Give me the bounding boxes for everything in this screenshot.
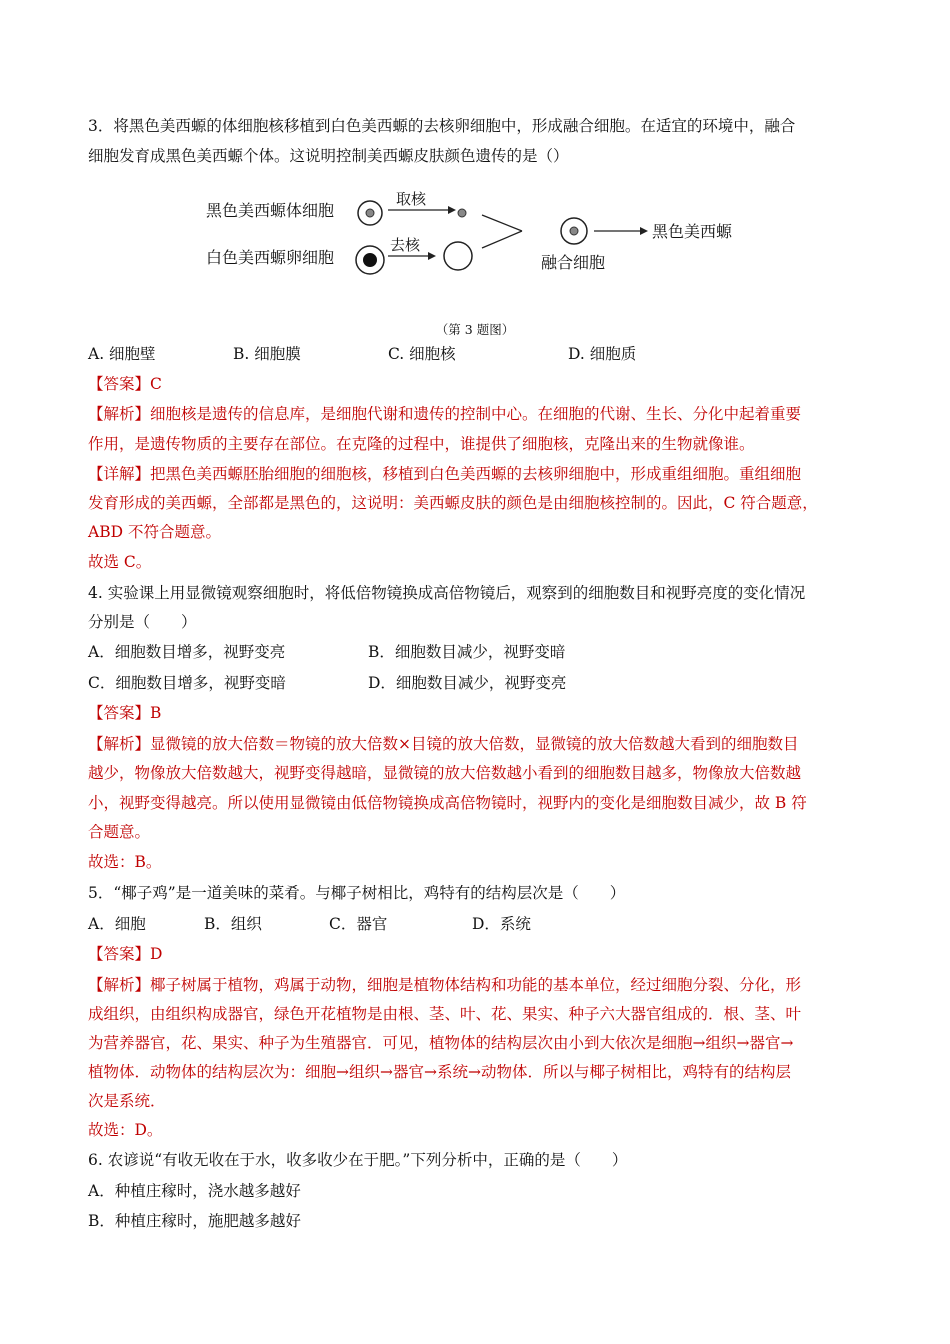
q4-option-b: B．细胞数目减少，视野变暗: [368, 643, 566, 661]
q5-analysis-line-2: 成组织，由组织构成器官，绿色开花植物是由根、茎、叶、花、果实、种子六大器官组成的．根、茎、叶: [88, 1005, 802, 1023]
q3-detail-line-2: 发育形成的美西螈，全部都是黑色的，这说明：美西螈皮肤的颜色是由细胞核控制的。因此，C 符合题意，: [88, 494, 818, 512]
q5-option-d: D．系统: [472, 915, 531, 933]
arrowhead: [640, 227, 648, 235]
q4-analysis-line-4: 合题意。: [88, 823, 151, 841]
q5-analysis-line-1: 【解析】椰子树属于植物，鸡属于动物，细胞是植物体结构和功能的基本单位，经过细胞分裂、分化，形: [88, 976, 802, 994]
q3-choose: 故选 C。: [88, 553, 152, 571]
label-black-cell: 黑色美西螈体细胞: [206, 201, 335, 220]
q5-option-a: A．细胞: [88, 915, 146, 933]
merge-line-bottom: [482, 231, 522, 248]
fused-cell-nucleus: [570, 227, 578, 235]
q3-stem-line-1: 3．将黑色美西螈的体细胞核移植到白色美西螈的去核卵细胞中，形成融合细胞。在适宜的环境中，融合: [88, 117, 796, 135]
black-body-cell-nucleus: [366, 209, 374, 217]
q3-option-a: A. 细胞壁: [88, 345, 156, 363]
q3-option-d: D. 细胞质: [568, 345, 637, 363]
arrowhead: [448, 206, 456, 214]
q3-detail-line-1: 【详解】把黑色美西螈胚胎细胞的细胞核，移植到白色美西螈的去核卵细胞中，形成重组细胞。重组细胞: [88, 465, 802, 483]
q5-choose: 故选：D。: [88, 1121, 163, 1139]
label-take-nucleus: 取核: [396, 190, 427, 208]
q4-option-d: D．细胞数目减少，视野变亮: [368, 674, 567, 692]
q6-stem: 6. 农谚说“有收无收在于水，收多收少在于肥。”下列分析中，正确的是（ ）: [88, 1151, 628, 1169]
q3-analysis-line-2: 作用，是遗传物质的主要存在部位。在克隆的过程中，谁提供了细胞核，克隆出来的生物就像谁。: [88, 435, 755, 453]
q4-stem-line-2: 分别是（ ）: [88, 613, 197, 631]
enucleated-egg-cell: [444, 242, 472, 270]
q5-analysis-line-5: 次是系统．: [88, 1092, 166, 1110]
merge-line-top: [482, 215, 522, 231]
arrowhead: [428, 252, 436, 260]
q4-answer: 【答案】B: [88, 704, 162, 722]
q5-analysis-line-4: 植物体．动物体的结构层次为：细胞→组织→器官→系统→动物体．所以与椰子树相比，鸡特有的结构层: [88, 1063, 791, 1081]
q4-option-a: A．细胞数目增多，视野变亮: [88, 643, 286, 661]
label-result: 黑色美西螈: [652, 222, 733, 241]
q5-analysis-line-3: 为营养器官，花、果实、种子为生殖器官．可见，植物体的结构层次由小到大依次是细胞→组织→器官→: [88, 1034, 794, 1052]
q4-analysis-line-3: 小，视野变得越亮。所以使用显微镜由低倍物镜换成高倍物镜时，视野内的变化是细胞数目减少，故 B 符: [88, 794, 807, 812]
q3-option-b: B. 细胞膜: [233, 345, 301, 363]
q5-answer: 【答案】D: [88, 945, 163, 963]
extracted-nucleus: [458, 209, 466, 217]
q3-analysis-line-1: 【解析】细胞核是遗传的信息库，是细胞代谢和遗传的控制中心。在细胞的代谢、生长、分化中起着重要: [88, 405, 802, 423]
q3-answer: 【答案】C: [88, 375, 162, 393]
label-white-egg: 白色美西螈卵细胞: [206, 248, 335, 267]
q3-stem-line-2: 细胞发育成黑色美西螈个体。这说明控制美西螈皮肤颜色遗传的是（）: [88, 147, 569, 165]
figure-caption: （第 3 题图）: [435, 322, 515, 337]
q5-option-c: C．器官: [329, 915, 388, 933]
q4-analysis-line-2: 越少，物像放大倍数越大，视野变得越暗，显微镜的放大倍数越小看到的细胞数目越多，物像放大倍数越: [88, 764, 802, 782]
label-fused-cell: 融合细胞: [541, 253, 606, 272]
q4-option-c: C．细胞数目增多，视野变暗: [88, 674, 286, 692]
q5-stem: 5．“椰子鸡”是一道美味的菜肴。与椰子树相比，鸡特有的结构层次是（ ）: [88, 884, 626, 902]
nuclear-transfer-diagram: [200, 184, 760, 284]
q3-detail-line-3: ABD 不符合题意。: [88, 523, 221, 541]
q4-analysis-line-1: 【解析】显微镜的放大倍数＝物镜的放大倍数×目镜的放大倍数，显微镜的放大倍数越大看到的细胞数目: [88, 735, 799, 753]
q3-option-c: C. 细胞核: [388, 345, 456, 363]
white-egg-cell-nucleus: [363, 253, 377, 267]
q4-stem-line-1: 4. 实验课上用显微镜观察细胞时，将低倍物镜换成高倍物镜后，观察到的细胞数目和视野亮度的变化情况: [88, 584, 806, 602]
q6-option-a: A．种植庄稼时，浇水越多越好: [88, 1182, 301, 1200]
label-remove-nucleus: 去核: [390, 236, 421, 254]
q4-choose: 故选：B。: [88, 853, 162, 871]
q5-option-b: B．组织: [204, 915, 262, 933]
q6-option-b: B．种植庄稼时，施肥越多越好: [88, 1212, 301, 1230]
